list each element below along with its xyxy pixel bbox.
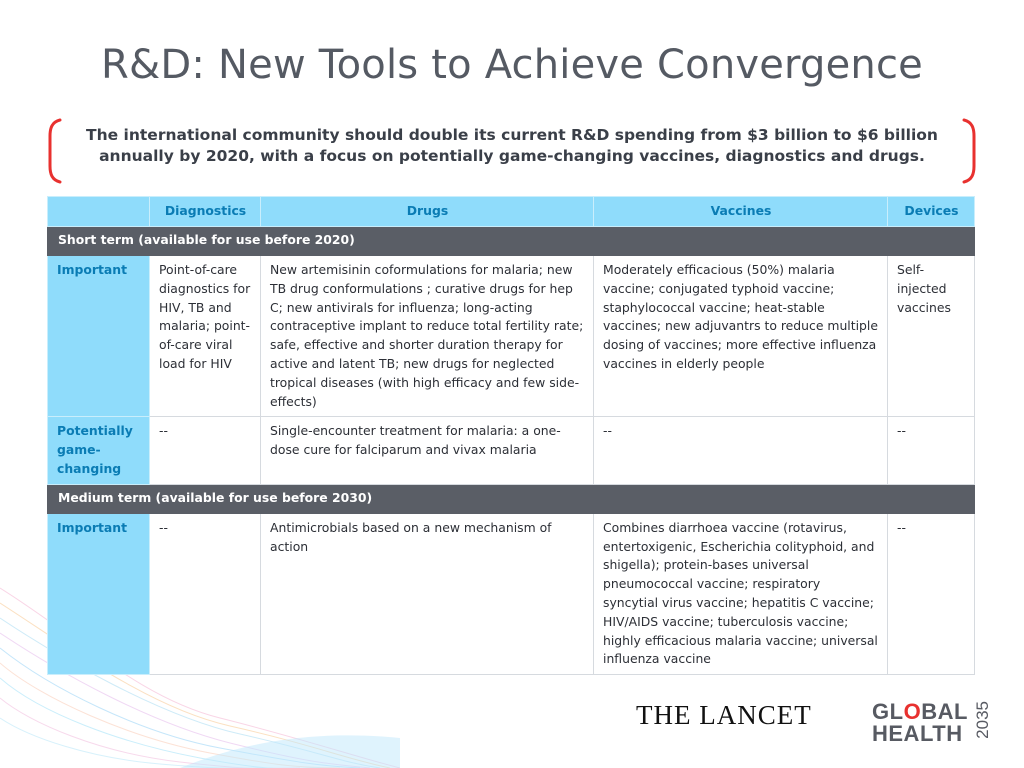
cell-diagnostics: -- xyxy=(150,417,261,484)
section-row-medium-term xyxy=(48,484,975,513)
cell-devices: Self-injected vaccines xyxy=(888,256,975,417)
cell-drugs: New artemisinin coformulations for malaria; new TB drug conformulations ; curative drugs for hep C; new antivirals for influenza; long-acting contraceptive implant to reduce total fertility rate; safe, effective and shorter duration therapy for active and latent TB; new drugs for neglected tropical diseases (with high efficacy and few side-effects) xyxy=(261,256,594,417)
header-vaccines: Vaccines xyxy=(594,197,888,227)
global-health-logo-line1: GLOBAL xyxy=(872,699,968,724)
global-health-2035-logo xyxy=(872,699,992,746)
section-label: Medium term (available for use before 2030) xyxy=(48,484,975,513)
cell-vaccines: Combines diarrhoea vaccine (rotavirus, entertoxigenic, Escherichia colityphoid, and shigella); protein-bases universal pneumococcal vaccine; respiratory syncytial virus vaccine; hepatitis C vaccine; HIV/AIDS vaccine; tuberculosis vaccine; highly efficacious malaria vaccine; universal influenza vaccine xyxy=(594,513,888,674)
cell-devices: -- xyxy=(888,417,975,484)
table-header-row xyxy=(48,197,975,227)
header-drugs: Drugs xyxy=(261,197,594,227)
cell-diagnostics: Point-of-care diagnostics for HIV, TB and malaria; point-of-care viral load for HIV xyxy=(150,256,261,417)
row-label: Potentially game-changing xyxy=(48,417,150,484)
table-row xyxy=(48,256,975,417)
section-row-short-term xyxy=(48,227,975,256)
left-bracket-icon xyxy=(50,120,60,182)
cell-devices: -- xyxy=(888,513,975,674)
header-corner xyxy=(48,197,150,227)
global-health-logo-line2: HEALTH xyxy=(872,721,963,746)
slide-subtitle: The international community should double its current R&D spending from $3 billion to $6 billion annually by 2020, with a focus on potentially game-changing vaccines, diagnostics and drugs. xyxy=(86,126,938,165)
row-label: Important xyxy=(48,256,150,417)
slide-title: R&D: New Tools to Achieve Convergence xyxy=(101,42,923,88)
table-row xyxy=(48,513,975,674)
section-label: Short term (available for use before 2020) xyxy=(48,227,975,256)
row-label: Important xyxy=(48,513,150,674)
cell-vaccines: -- xyxy=(594,417,888,484)
globe-o-icon: O xyxy=(903,699,922,724)
header-devices: Devices xyxy=(888,197,975,227)
table-row xyxy=(48,417,975,484)
cell-drugs: Single-encounter treatment for malaria: a one-dose cure for falciparum and vivax malaria xyxy=(261,417,594,484)
cell-diagnostics: -- xyxy=(150,513,261,674)
cell-vaccines: Moderately efficacious (50%) malaria vaccine; conjugated typhoid vaccine; staphylococcal vaccine; heat-stable vaccines; new adjuvantrs to reduce multiple dosing of vaccines; more effective influenza vaccines in elderly people xyxy=(594,256,888,417)
global-health-logo-year: 2035 xyxy=(973,701,992,739)
lancet-logo: THE LANCET xyxy=(636,700,812,730)
right-bracket-icon xyxy=(964,120,974,182)
rd-tools-table xyxy=(47,196,975,675)
header-diagnostics: Diagnostics xyxy=(150,197,261,227)
cell-drugs: Antimicrobials based on a new mechanism of action xyxy=(261,513,594,674)
